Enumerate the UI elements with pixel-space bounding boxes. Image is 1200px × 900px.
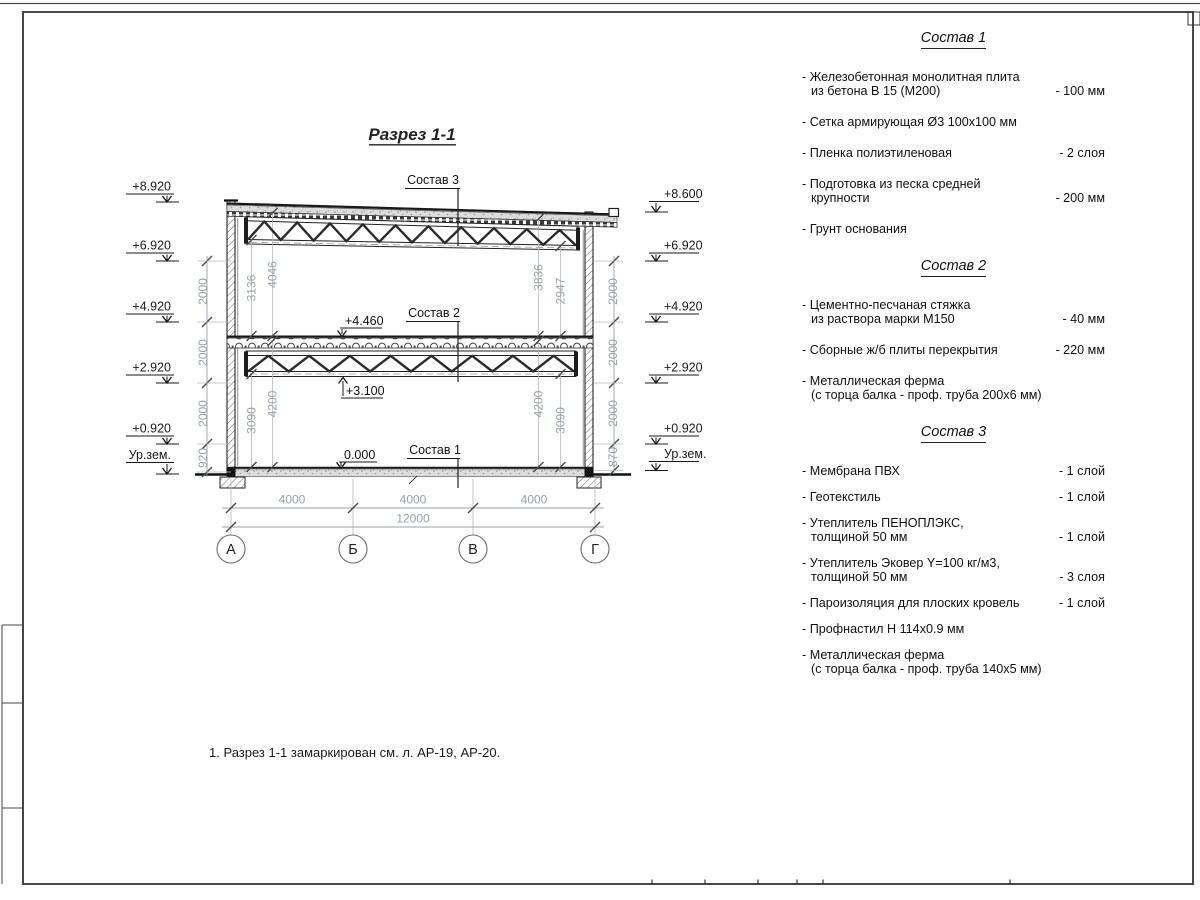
spec-line: - Подготовка из песка средней <box>802 177 981 191</box>
spec-line: крупности <box>811 191 870 205</box>
spec-line: (с торца балка - проф. труба 200х6 мм) <box>811 388 1042 402</box>
spec-title <box>802 424 1105 440</box>
spec-line: - Утеплитель Эковер Y=100 кг/м3, <box>802 556 1000 570</box>
inner-dim-label: 4200 <box>531 390 546 418</box>
sheet-note: 1. Разрез 1-1 замаркирован см. л. АР-19, АР-20. <box>209 745 501 760</box>
annotations-layer <box>126 173 706 563</box>
foundation-left <box>220 477 245 488</box>
elevation-label: +4.920 <box>132 299 171 314</box>
level-label: 0.000 <box>344 448 376 462</box>
spec-section-1 <box>802 30 1105 236</box>
foundation-right <box>577 477 601 488</box>
chain-dim-label: 2000 <box>606 278 620 305</box>
spec-value: - 1 слой <box>1058 464 1105 478</box>
spec-line: толщиной 50 мм <box>811 530 908 544</box>
ground-slab-band <box>227 469 593 477</box>
floor-truss-top-chord <box>246 351 576 356</box>
roof-edge-cap <box>609 209 619 217</box>
spec-value: - 2 слоя <box>1059 146 1105 160</box>
truss-diagonals <box>248 356 574 372</box>
elevation-label: +4.920 <box>664 299 703 314</box>
chain-dim-label: 2000 <box>606 339 620 366</box>
spec-item <box>802 556 1105 584</box>
spec-value: - 200 мм <box>1055 191 1105 205</box>
spec-item <box>802 490 1105 504</box>
spec-line: толщиной 50 мм <box>811 570 908 584</box>
spec-column <box>802 30 1105 688</box>
spec-line: - Пароизоляция для плоских кровель <box>802 596 1020 610</box>
spec-line: - Пленка полиэтиленовая <box>802 146 952 160</box>
elevation-label: +2.920 <box>664 360 703 375</box>
chain-dim-label: 920 <box>196 447 210 469</box>
truss-end-post <box>576 228 580 251</box>
spec-item <box>802 464 1105 478</box>
chain-dim-label: 870 <box>606 446 620 468</box>
spec-item <box>802 343 1105 357</box>
axis-letter: В <box>468 542 478 558</box>
break-mark <box>409 476 417 484</box>
chain-dim-label: 2000 <box>196 339 210 366</box>
axis-letter: Б <box>348 542 358 558</box>
callout-label: Состав 3 <box>407 173 459 187</box>
spec-line: - Утеплитель ПЕНОПЛЭКС, <box>802 516 964 530</box>
axis-letter: А <box>226 542 236 558</box>
span-dim-label: 4000 <box>399 492 427 507</box>
inner-dim-label: 3090 <box>244 407 259 434</box>
spec-line: - Сетка армирующая Ø3 100х100 мм <box>802 115 1017 129</box>
spec-section-2 <box>802 258 1105 402</box>
callout-label: Состав 2 <box>408 306 460 320</box>
callout-label: Состав 1 <box>409 443 461 457</box>
frame-corner-box <box>1188 12 1200 25</box>
span-dim-label: 4000 <box>520 492 548 507</box>
spec-item <box>802 115 1105 129</box>
elevation-label: Ур.зем. <box>128 448 171 462</box>
spec-item <box>802 648 1105 676</box>
view-title: Разрез 1-1 <box>368 125 456 144</box>
chain-dim-label: 2000 <box>196 278 210 305</box>
elevation-label: +8.920 <box>132 179 171 194</box>
elevation-label: Ур.зем. <box>664 447 707 461</box>
spec-title <box>802 30 1105 46</box>
spec-line: из бетона В 15 (М200) <box>811 84 941 98</box>
elevation-label: +0.920 <box>664 421 703 436</box>
inner-dim-label: 3836 <box>531 264 546 291</box>
spec-line: - Цементно-песчаная стяжка <box>802 298 971 312</box>
total-dim-label: 12000 <box>396 511 430 526</box>
spec-item <box>802 222 1105 236</box>
spec-item <box>802 70 1105 98</box>
inner-dim-label: 4200 <box>265 390 280 418</box>
spec-value: - 1 слой <box>1058 530 1105 544</box>
spec-section-3 <box>802 424 1105 676</box>
spec-value: - 1 слой <box>1058 596 1105 610</box>
spec-item <box>802 596 1105 610</box>
spec-line: - Металлическая ферма <box>802 648 945 662</box>
spec-line: - Сборные ж/б плиты перекрытия <box>802 343 998 357</box>
spec-line: - Металлическая ферма <box>802 374 945 388</box>
spec-title-text: Состав 1 <box>921 30 986 49</box>
inner-dim-label: 3090 <box>553 407 568 434</box>
spec-value: - 100 мм <box>1055 84 1105 98</box>
spec-line: - Грунт основания <box>802 222 907 236</box>
spec-value: - 40 мм <box>1062 312 1105 326</box>
inner-dim-label: 2947 <box>553 277 568 305</box>
spec-item <box>802 146 1105 160</box>
spec-line: - Мембрана ПВХ <box>802 464 900 478</box>
truss-end-post <box>244 218 248 244</box>
spec-item <box>802 177 1105 205</box>
chain-dim-label: 2000 <box>196 400 210 427</box>
axis-letter: Г <box>591 542 599 558</box>
spec-line: (с торца балка - проф. труба 140х5 мм) <box>811 662 1042 676</box>
span-dim-label: 4000 <box>278 492 306 507</box>
spec-title-text: Состав 3 <box>921 424 986 443</box>
chain-dim-label: 2000 <box>606 400 620 427</box>
truss-end-post <box>244 352 248 377</box>
spec-item <box>802 516 1105 544</box>
truss-end-post <box>574 352 578 377</box>
spec-value: - 1 слой <box>1058 490 1105 504</box>
spec-title-text: Состав 2 <box>921 258 986 277</box>
elevation-label: +0.920 <box>132 421 171 436</box>
inner-dim-label: 4046 <box>265 261 280 288</box>
spec-line: из раствора марки М150 <box>811 312 955 326</box>
spec-line: - Железобетонная монолитная плита <box>802 70 1020 84</box>
elevation-label: +6.920 <box>132 238 171 253</box>
spec-line: - Профнастил Н 114х0.9 мм <box>802 622 965 636</box>
elevation-label: +8.600 <box>664 187 703 201</box>
level-label: +4.460 <box>345 314 384 328</box>
elevation-label: +2.920 <box>132 360 171 375</box>
spec-line: - Геотекстиль <box>802 490 881 504</box>
elevation-label: +6.920 <box>664 238 703 253</box>
spec-value: - 220 мм <box>1055 343 1105 357</box>
spec-item <box>802 298 1105 326</box>
spec-value: - 3 слоя <box>1059 570 1105 584</box>
spec-item <box>802 374 1105 402</box>
level-label: +3.100 <box>346 384 385 398</box>
spec-item <box>802 622 1105 636</box>
spec-title <box>802 258 1105 274</box>
inner-dim-label: 3136 <box>244 274 259 302</box>
